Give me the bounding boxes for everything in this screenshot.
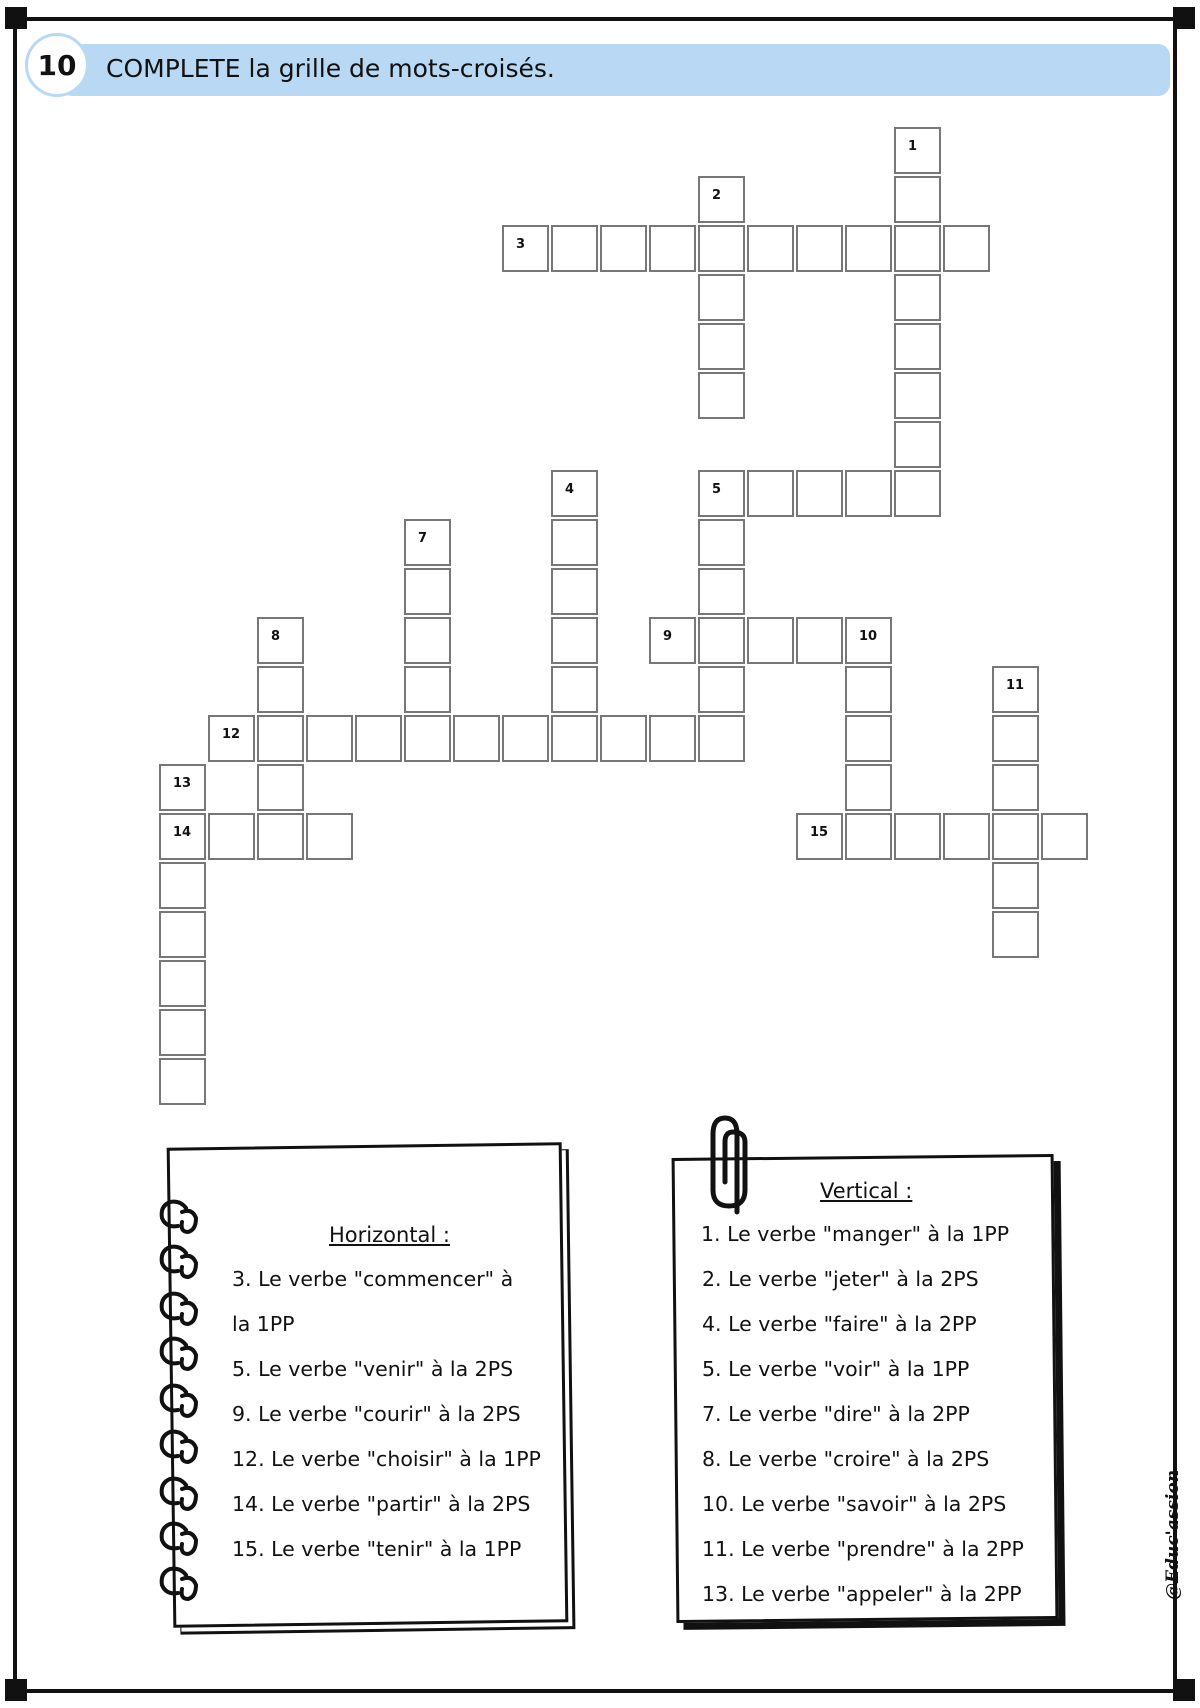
crossword-cell[interactable]: [747, 470, 794, 517]
vertical-clue: 13. Le verbe "appeler" à la 2PP: [702, 1582, 1022, 1606]
crossword-cell[interactable]: [943, 225, 990, 272]
spiral-ring-icon: [158, 1290, 204, 1330]
crossword-cell[interactable]: [992, 666, 1039, 713]
horizontal-clue: 14. Le verbe "partir" à la 2PS: [232, 1492, 531, 1516]
crossword-cell[interactable]: [845, 715, 892, 762]
crossword-cell[interactable]: [600, 225, 647, 272]
crossword-cell[interactable]: [894, 813, 941, 860]
clue-number: 13: [173, 776, 192, 791]
crossword-cell[interactable]: [698, 519, 745, 566]
crossword-cell[interactable]: [894, 274, 941, 321]
crossword-cell[interactable]: [453, 715, 500, 762]
horizontal-clue: 3. Le verbe "commencer" à: [232, 1267, 514, 1291]
clue-number: 1: [908, 139, 918, 154]
vertical-clue: 10. Le verbe "savoir" à la 2PS: [702, 1492, 1007, 1516]
corner-decoration: [5, 1679, 27, 1701]
crossword-cell[interactable]: [1041, 813, 1088, 860]
clue-number: 14: [173, 825, 192, 840]
crossword-cell[interactable]: [845, 764, 892, 811]
crossword-cell[interactable]: [894, 323, 941, 370]
crossword-cell[interactable]: [894, 470, 941, 517]
crossword-cell[interactable]: [404, 617, 451, 664]
crossword-cell[interactable]: [698, 176, 745, 223]
clue-number: 7: [418, 531, 428, 546]
crossword-cell[interactable]: [159, 862, 206, 909]
clue-number: 10: [859, 629, 878, 644]
spiral-ring-icon: [158, 1475, 204, 1515]
crossword-cell[interactable]: [502, 715, 549, 762]
spiral-ring-icon: [158, 1565, 204, 1605]
crossword-cell[interactable]: [257, 617, 304, 664]
crossword-cell[interactable]: [698, 568, 745, 615]
vertical-clue: 7. Le verbe "dire" à la 2PP: [702, 1402, 970, 1426]
spiral-ring-icon: [158, 1198, 204, 1238]
crossword-cell[interactable]: [355, 715, 402, 762]
crossword-cell[interactable]: [551, 715, 598, 762]
crossword-cell[interactable]: [796, 617, 843, 664]
crossword-cell[interactable]: [845, 813, 892, 860]
crossword-cell[interactable]: [404, 715, 451, 762]
crossword-cell[interactable]: [404, 519, 451, 566]
author-credit: @Educ'assion: [1163, 1469, 1183, 1600]
crossword-cell[interactable]: [257, 666, 304, 713]
crossword-cell[interactable]: [845, 666, 892, 713]
vertical-clue: 11. Le verbe "prendre" à la 2PP: [702, 1537, 1024, 1561]
spiral-ring-icon: [158, 1520, 204, 1560]
crossword-cell[interactable]: [159, 1009, 206, 1056]
crossword-cell[interactable]: [159, 764, 206, 811]
crossword-cell[interactable]: [551, 666, 598, 713]
crossword-cell[interactable]: [992, 715, 1039, 762]
clue-number: 9: [663, 629, 673, 644]
crossword-cell[interactable]: [698, 470, 745, 517]
crossword-cell[interactable]: [796, 813, 843, 860]
clue-number: 12: [222, 727, 241, 742]
paperclip-icon: [705, 1112, 761, 1222]
crossword-cell[interactable]: [845, 470, 892, 517]
crossword-cell[interactable]: [992, 911, 1039, 958]
crossword-cell[interactable]: [649, 715, 696, 762]
crossword-cell[interactable]: [306, 715, 353, 762]
crossword-cell[interactable]: [551, 568, 598, 615]
exercise-instruction: COMPLETE la grille de mots-croisés.: [106, 54, 555, 83]
vertical-clue: 2. Le verbe "jeter" à la 2PS: [702, 1267, 979, 1291]
corner-decoration: [1173, 7, 1195, 29]
exercise-number: 10: [25, 33, 89, 97]
corner-decoration: [5, 7, 27, 29]
crossword-cell[interactable]: [551, 617, 598, 664]
crossword-cell[interactable]: [698, 274, 745, 321]
crossword-cell[interactable]: [894, 372, 941, 419]
crossword-cell[interactable]: [698, 617, 745, 664]
crossword-cell[interactable]: [257, 764, 304, 811]
crossword-cell[interactable]: [698, 666, 745, 713]
spiral-ring-icon: [158, 1428, 204, 1468]
crossword-cell[interactable]: [649, 617, 696, 664]
crossword-cell[interactable]: [894, 176, 941, 223]
clue-number: 11: [1006, 678, 1025, 693]
vertical-clue: 1. Le verbe "manger" à la 1PP: [701, 1222, 1010, 1246]
crossword-cell[interactable]: [551, 519, 598, 566]
crossword-cell[interactable]: [894, 421, 941, 468]
crossword-cell[interactable]: [404, 666, 451, 713]
crossword-cell[interactable]: [208, 715, 255, 762]
horizontal-clue: 9. Le verbe "courir" à la 2PS: [232, 1402, 521, 1426]
clue-number: 5: [712, 482, 722, 497]
crossword-cell[interactable]: [992, 764, 1039, 811]
crossword-cell[interactable]: [845, 617, 892, 664]
crossword-cell[interactable]: [159, 1058, 206, 1105]
spiral-ring-icon: [158, 1335, 204, 1375]
spiral-ring-icon: [158, 1382, 204, 1422]
crossword-cell[interactable]: [208, 813, 255, 860]
crossword-cell[interactable]: [992, 862, 1039, 909]
vertical-clue: 4. Le verbe "faire" à la 2PP: [702, 1312, 977, 1336]
crossword-cell[interactable]: [551, 225, 598, 272]
clue-number: 4: [565, 482, 575, 497]
crossword-cell[interactable]: [551, 470, 598, 517]
crossword-cell[interactable]: [159, 813, 206, 860]
crossword-cell[interactable]: [747, 617, 794, 664]
horizontal-title: Horizontal :: [329, 1223, 450, 1247]
crossword-cell[interactable]: [600, 715, 647, 762]
crossword-cell[interactable]: [894, 127, 941, 174]
crossword-cell[interactable]: [698, 323, 745, 370]
clue-number: 8: [271, 629, 281, 644]
crossword-cell[interactable]: [796, 470, 843, 517]
crossword-cell[interactable]: [257, 813, 304, 860]
vertical-clue: 8. Le verbe "croire" à la 2PS: [702, 1447, 990, 1471]
corner-decoration: [1173, 1679, 1195, 1701]
crossword-cell[interactable]: [404, 568, 451, 615]
vertical-clue: 5. Le verbe "voir" à la 1PP: [702, 1357, 970, 1381]
crossword-cell[interactable]: [502, 225, 549, 272]
horizontal-clue: 5. Le verbe "venir" à la 2PS: [232, 1357, 514, 1381]
vertical-title: Vertical :: [820, 1179, 913, 1203]
crossword-cell[interactable]: [649, 225, 696, 272]
crossword-cell[interactable]: [894, 225, 941, 272]
crossword-cell[interactable]: [992, 813, 1039, 860]
crossword-cell[interactable]: [698, 715, 745, 762]
clue-number: 3: [516, 237, 526, 252]
horizontal-clue: 12. Le verbe "choisir" à la 1PP: [232, 1447, 541, 1471]
crossword-cell[interactable]: [257, 715, 304, 762]
crossword-cell[interactable]: [159, 911, 206, 958]
clue-number: 15: [810, 825, 829, 840]
horizontal-clue: 15. Le verbe "tenir" à la 1PP: [232, 1537, 522, 1561]
horizontal-clue: la 1PP: [232, 1312, 295, 1336]
crossword-cell[interactable]: [845, 225, 892, 272]
crossword-cell[interactable]: [698, 372, 745, 419]
crossword-cell[interactable]: [943, 813, 990, 860]
spiral-ring-icon: [158, 1243, 204, 1283]
crossword-cell[interactable]: [159, 960, 206, 1007]
clue-number: 2: [712, 188, 722, 203]
crossword-cell[interactable]: [306, 813, 353, 860]
crossword-cell[interactable]: [698, 225, 745, 272]
crossword-cell[interactable]: [747, 225, 794, 272]
crossword-cell[interactable]: [796, 225, 843, 272]
